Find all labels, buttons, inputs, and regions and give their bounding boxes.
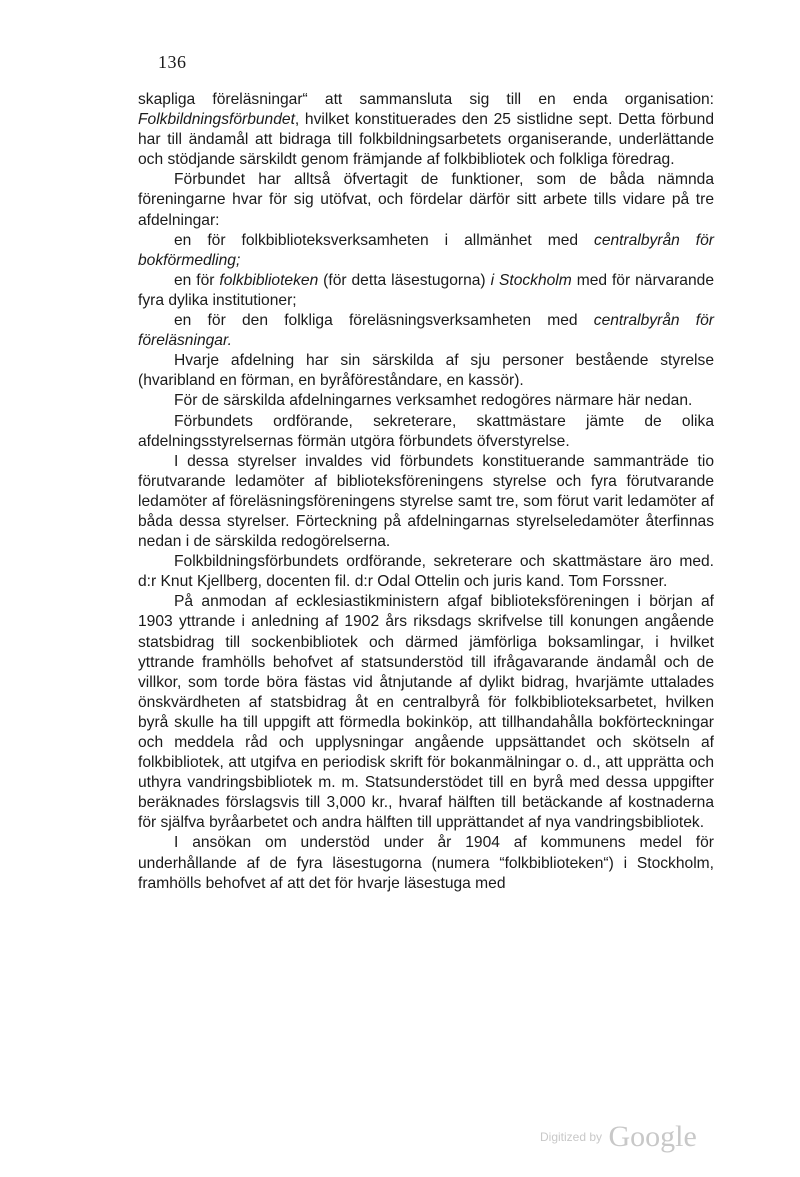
- digitized-by-google-watermark: [540, 1120, 697, 1154]
- paragraph: [138, 452, 714, 552]
- text-run: , hvilket konstituerades den 25 sistlidne sept. Detta förbund har till ändamål att bidraga till folkbildningsarbetets organiserande, underlättande och stödjande särskildt genom främjande af folkbibliotek och folkliga föredrag.: [138, 111, 714, 169]
- text-run: I ansökan om understöd under år 1904 af kommunens medel för underhållande af de fyra läsestugorna (numera “folkbiblioteken“) i Stockholm, framhölls behofvet af att det för hvarje läsestuga med: [138, 834, 714, 892]
- italic-text-run: Folkbildningsförbundet: [138, 111, 295, 129]
- paragraph: [138, 412, 714, 452]
- italic-text-run: centralbyrån för föreläsningar.: [138, 312, 714, 350]
- paragraph: [138, 90, 714, 170]
- text-run: en för den folkliga föreläsningsverksamheten med: [174, 312, 594, 330]
- italic-text-run: centralbyrån för bokförmedling;: [138, 231, 714, 269]
- text-run: Förbundet har alltså öfvertagit de funktioner, som de båda nämnda föreningarne hvar för sig utöfvat, och fördelar därför sitt arbete tills vidare på tre afdelningar:: [138, 171, 714, 229]
- page-number: 136: [158, 52, 187, 72]
- watermark-prefix: Digitized by: [540, 1130, 603, 1144]
- text-run: I dessa styrelser invaldes vid förbundets konstituerande sammanträde tio förutvarande ledamöter af biblioteksföreningens styrelse och fyra förutvarande ledamöter af föreläsningsföreningens styrelse samt tre, som förut varit ledamöter af båda dessa styrelser. Förteckning på afdelningarnas styrelseledamöter återfinnas nedan i de särskilda redogörelserna.: [138, 452, 714, 551]
- paragraph: [138, 231, 714, 271]
- paragraph: [138, 311, 714, 351]
- paragraph: [138, 592, 714, 833]
- body-text: [138, 90, 714, 894]
- italic-text-run: i Stockholm: [490, 271, 572, 289]
- text-run: med för närvarande fyra dylika institutioner;: [138, 271, 714, 309]
- paragraph: [138, 833, 714, 893]
- text-run: Folkbildningsförbundets ordförande, sekreterare och skattmästare äro med. d:r Knut Kjellberg, docenten fil. d:r Odal Ottelin och juris kand. Tom Forssner.: [138, 553, 714, 591]
- text-run: en för folkbiblioteksverksamheten i allmänhet med: [174, 231, 595, 249]
- text-run: På anmodan af ecklesiastikministern afgaf biblioteksföreningen i början af 1903 yttrande i anledning af 1902 års riksdags skrifvelse till konungen angående statsbidrag till sockenbibliotek och därmed jämförliga boksamlingar, i hvilket yttrande framhölls behofvet af statsunderstöd till ifrågavarande ändamål och de villkor, som torde böra fästas vid åtnjutande af dylikt bidrag, hvarjämte uttalades önskvärdheten af statsbidrag åt en centralbyrå för folkbiblioteksarbetet, hvilken byrå skulle ha till uppgift att förmedla bokinköp, att tillhandahålla bokförteckningar och meddela råd och upplysningar angående uppsättandet och skötseln af folkbibliotek, att utgifva en periodisk skrift för bokanmälningar o. d., att upprätta och uthyra vandringsbibliotek m. m. Statsunderstödet till en byrå med dessa uppgifter beräknades förslagsvis till 3,000 kr., hvaraf hälften till betäckande af kostnaderna för själfva byråarbetet och andra hälften till upprättandet af nya vandringsbibliotek.: [138, 593, 714, 832]
- italic-text-run: folkbiblioteken: [219, 271, 319, 289]
- text-run: Förbundets ordförande, sekreterare, skattmästare jämte de olika afdelningsstyrelsernas förmän utgöra förbundets öfverstyrelse.: [138, 412, 714, 450]
- text-run: Hvarje afdelning har sin särskilda af sju personer bestående styrelse (hvaribland en förman, en byråföreståndare, en kassör).: [138, 352, 714, 390]
- text-run: en för: [174, 271, 220, 289]
- paragraph: [138, 351, 714, 391]
- paragraph: [138, 170, 714, 230]
- paragraph: [138, 271, 714, 311]
- text-run: (för detta läsestugorna): [318, 271, 491, 289]
- google-logo: Google: [608, 1120, 697, 1153]
- paragraph: [138, 552, 714, 592]
- paragraph: [138, 391, 714, 411]
- text-run: skapliga föreläsningar“ att sammansluta sig till en enda organisation:: [138, 91, 714, 108]
- text-run: För de särskilda afdelningarnes verksamhet redogöres närmare här nedan.: [174, 392, 693, 410]
